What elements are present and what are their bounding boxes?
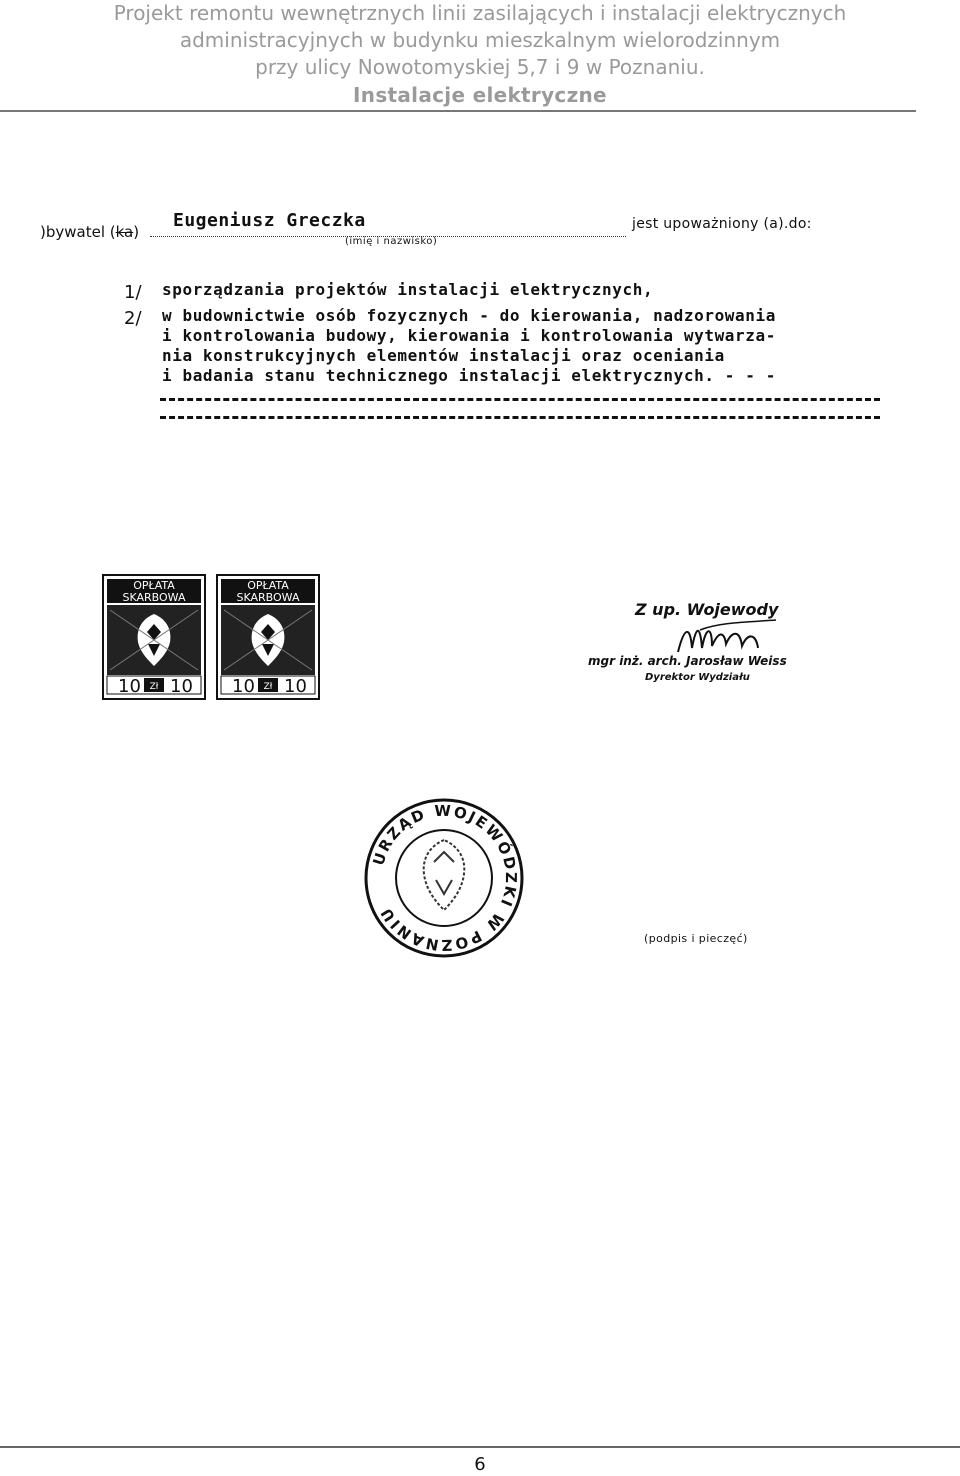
page-number: 6 (474, 1454, 486, 1475)
fee-stamp-2-image (216, 574, 320, 700)
seal-caption: (podpis i pieczęć) (644, 932, 748, 945)
item-2-line-2: i kontrolowania budowy, kierowania i kontrolowania wytwarza- (162, 326, 776, 345)
fee-stamp-1-image (102, 574, 206, 700)
signature-title: Z up. Wojewody (635, 600, 779, 619)
footer-divider (0, 1446, 960, 1448)
item-1-line-1: sporządzania projektów instalacji elektrycznych, (162, 280, 654, 299)
header-title-line-2: administracyjnych w budynku mieszkalnym wielorodzinnym (179, 28, 781, 52)
item-2-line-3: nia konstrukcyjnych elementów instalacji oraz oceniania (162, 346, 725, 365)
item-number-2: 2/ (124, 308, 142, 329)
name-caption: (imię i nazwisko) (345, 236, 438, 247)
fee-stamp-1-value-left: 10 (118, 676, 141, 697)
filler-dash-line-1 (160, 398, 880, 401)
fee-stamp-2-value-right: 10 (284, 676, 307, 697)
citizen-name: Eugeniusz Greczka (173, 210, 366, 231)
signer-name: mgr inż. arch. Jarosław Weiss (588, 654, 787, 668)
citizen-label: )bywatel (ka) (40, 223, 140, 241)
fee-stamp-1-bottom: SKARBOWA (122, 591, 186, 604)
header-title-line-3: przy ulicy Nowotomyskiej 5,7 i 9 w Poznaniu. (255, 55, 705, 79)
fee-stamp-1-currency: Zł (149, 682, 159, 692)
fee-stamp-2-value-left: 10 (232, 676, 255, 697)
handwritten-signature (670, 618, 780, 658)
authorized-text: jest upoważniony (a).do: (632, 216, 812, 232)
fee-stamp-1 (102, 574, 206, 700)
seal-text: URZĄD WOJEWÓDZKI W POZNANIU (369, 801, 521, 955)
header-section-title: Instalacje elektryczne (353, 83, 607, 107)
official-seal-image (364, 798, 524, 958)
signer-role: Dyrektor Wydziału (645, 672, 750, 683)
fee-stamp-2 (216, 574, 320, 700)
page-header (0, 0, 960, 109)
item-2-line-4: i badania stanu technicznego instalacji elektrycznych. - - - (162, 366, 776, 385)
item-number-1: 1/ (124, 282, 142, 303)
header-title-line-1: Projekt remontu wewnętrznych linii zasilających i instalacji elektrycznych (113, 1, 847, 25)
item-2-line-1: w budownictwie osób fozycznych - do kierowania, nadzorowania (162, 306, 776, 325)
fee-stamp-2-bottom: SKARBOWA (236, 591, 300, 604)
fee-stamp-2-top: OPŁATA (247, 579, 289, 592)
fee-stamp-1-value-right: 10 (170, 676, 193, 697)
official-seal (364, 798, 524, 958)
filler-dash-line-2 (160, 416, 880, 419)
fee-stamp-2-currency: Zł (263, 682, 273, 692)
fee-stamp-1-top: OPŁATA (133, 579, 175, 592)
